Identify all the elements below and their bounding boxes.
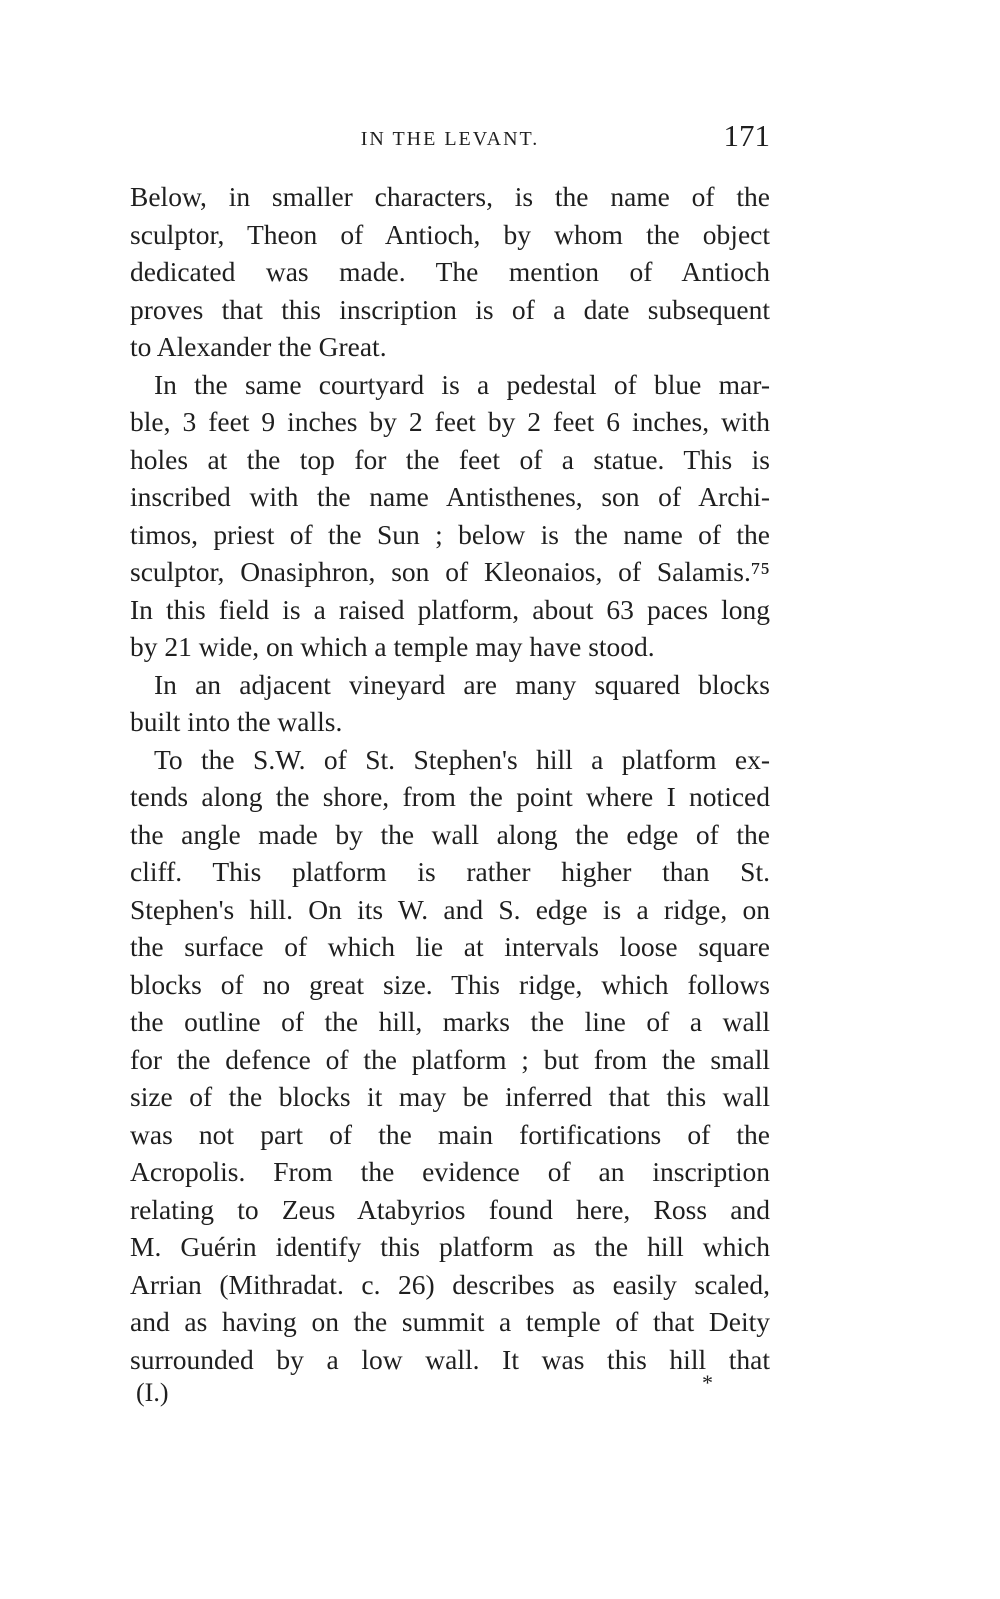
text-line: the surface of which lie at intervals loose square (130, 931, 770, 962)
text-line: and as having on the summit a temple of that Deity (130, 1306, 770, 1337)
text-line: Acropolis. From the evidence of an inscription (130, 1156, 770, 1187)
text-line: relating to Zeus Atabyrios found here, Ross and (130, 1193, 770, 1225)
body-text (130, 178, 770, 1378)
text-line: dedicated was made. The mention of Antioch (130, 256, 770, 287)
text-line: size of the blocks it may be inferred that this wall (130, 1081, 770, 1112)
text-line: cliff. This platform is rather higher than St. (130, 856, 770, 887)
paragraph-start-line: In the same courtyard is a pedestal of blue mar- (154, 368, 770, 400)
text-line: In this field is a raised platform, about 63 paces long (130, 593, 770, 625)
running-title: IN THE LEVANT. (360, 128, 540, 150)
page-number: 171 (723, 118, 770, 153)
text-line: holes at the top for the feet of a statue. This is (130, 443, 770, 475)
text-line: surrounded by a low wall. It was this hill that (130, 1343, 770, 1375)
text-line: by 21 wide, on which a temple may have stood. (130, 631, 655, 662)
text-line: to Alexander the Great. (130, 331, 387, 362)
text-line: inscribed with the name Antisthenes, son of Archi- (130, 481, 770, 512)
text-line: ble, 3 feet 9 inches by 2 feet by 2 feet 6 inches, with (130, 406, 770, 437)
text-line: built into the walls. (130, 706, 343, 737)
text-line: was not part of the main fortifications of the (130, 1118, 770, 1150)
signature-mark: * (702, 1370, 713, 1395)
text-line: timos, priest of the Sun ; below is the name of the (130, 518, 770, 550)
paragraph-start-line: To the S.W. of St. Stephen's hill a platform ex- (154, 743, 770, 775)
text-line: proves that this inscription is of a date subsequent (130, 293, 770, 325)
text-line: the angle made by the wall along the edge of the (130, 818, 770, 850)
text-line: blocks of no great size. This ridge, which follows (130, 968, 770, 1000)
text-line: Arrian (Mithradat. c. 26) describes as easily scaled, (130, 1268, 770, 1300)
text-line: Stephen's hill. On its W. and S. edge is a ridge, on (130, 893, 770, 925)
running-head (130, 118, 770, 158)
text-line: M. Guérin identify this platform as the hill which (130, 1231, 770, 1262)
text-line: sculptor, Onasiphron, son of Kleonaios, of Salamis.⁷⁵ (130, 556, 770, 587)
printer-signature: (I.) (136, 1378, 169, 1407)
text-line: tends along the shore, from the point where I noticed (130, 781, 770, 812)
text-line: sculptor, Theon of Antioch, by whom the object (130, 218, 770, 250)
text-line: the outline of the hill, marks the line of a wall (130, 1006, 770, 1037)
paragraph-start-line: In an adjacent vineyard are many squared blocks (154, 668, 770, 700)
text-line: Below, in smaller characters, is the name of the (130, 181, 770, 212)
text-line: for the defence of the platform ; but from the small (130, 1043, 770, 1075)
